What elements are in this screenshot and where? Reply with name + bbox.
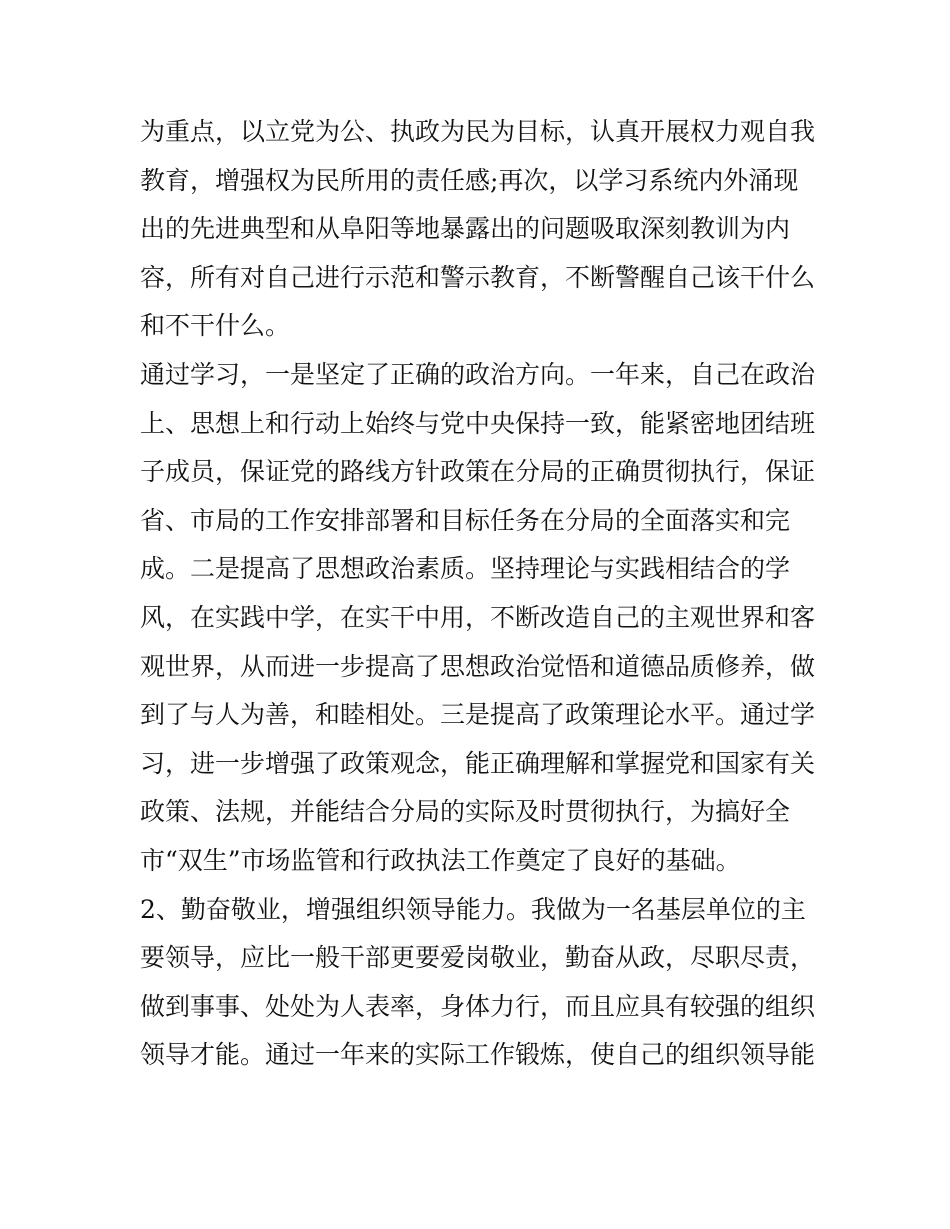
text-line-7: 上、思想上和行动上始终与党中央保持一致，能紧密地团结班 <box>140 408 816 438</box>
text-line-10: 成。二是提高了思想政治素质。坚持理论与实践相结合的学 <box>140 554 791 584</box>
text-line-16: 市“双生”市场监管和行政执法工作奠定了良好的基础。 <box>140 845 741 875</box>
text-line-14: 习，进一步增强了政策观念，能正确理解和掌握党和国家有关 <box>140 748 816 778</box>
text-line-13: 到了与人为善，和睦相处。三是提高了政策理论水平。通过学 <box>140 700 816 730</box>
text-line-2: 教育，增强权为民所用的责任感;再次，以学习系统内外涌现 <box>140 165 799 195</box>
text-line-11: 风，在实践中学，在实干中用，不断改造自己的主观世界和客 <box>140 602 816 632</box>
text-line-17: 2、勤奋敬业，增强组织领导能力。我做为一名基层单位的主 <box>140 894 806 924</box>
text-line-9: 省、市局的工作安排部署和目标任务在分局的全面落实和完 <box>140 505 791 535</box>
text-line-3: 出的先进典型和从阜阳等地暴露出的问题吸取深刻教训为内 <box>140 214 791 244</box>
text-line-15: 政策、法规，并能结合分局的实际及时贯彻执行，为搞好全 <box>140 797 791 827</box>
text-line-18: 要领导，应比一般干部更要爱岗敬业，勤奋从政，尽职尽责， <box>140 943 816 973</box>
text-line-19: 做到事事、处处为人表率，身体力行，而且应具有较强的组织 <box>140 991 816 1021</box>
text-line-6: 通过学习，一是坚定了正确的政治方向。一年来，自己在政治 <box>140 359 816 389</box>
text-line-5: 和不干什么。 <box>140 311 291 341</box>
text-line-1: 为重点，以立党为公、执政为民为目标，认真开展权力观自我 <box>140 117 816 146</box>
text-line-20: 领导才能。通过一年来的实际工作锻炼，使自己的组织领导能 <box>140 1040 816 1070</box>
text-line-12: 观世界，从而进一步提高了思想政治觉悟和道德品质修养，做 <box>140 651 816 681</box>
document-body <box>140 108 830 1080</box>
text-line-8: 子成员，保证党的路线方针政策在分局的正确贯彻执行，保证 <box>140 457 816 487</box>
text-line-4: 容，所有对自己进行示范和警示教育，不断警醒自己该干什么 <box>140 262 816 292</box>
